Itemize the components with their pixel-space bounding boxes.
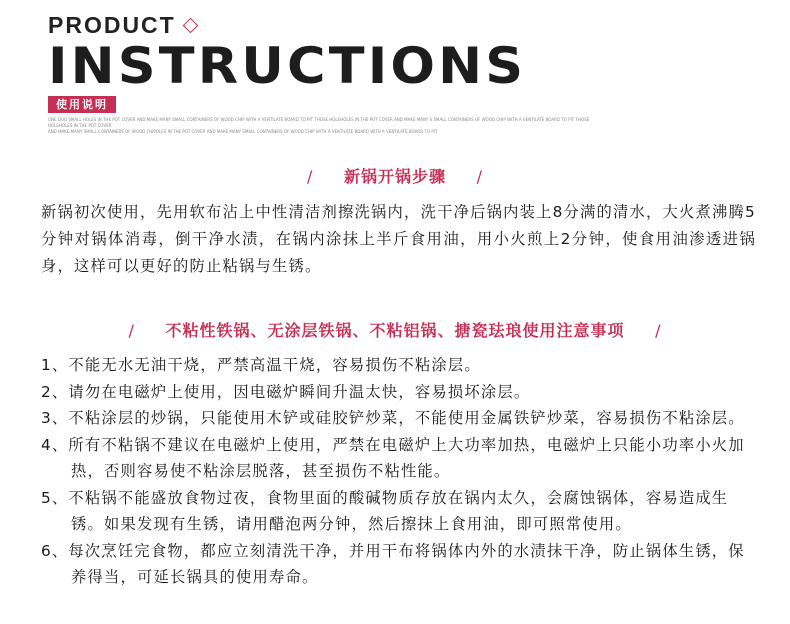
diamond-icon	[182, 17, 198, 33]
slash-right: /	[655, 321, 662, 340]
slash-left: /	[128, 321, 135, 340]
slash-right: /	[476, 167, 483, 186]
section2-title-row	[0, 318, 790, 341]
precaution-list	[41, 352, 761, 591]
usage-badge: 使用说明	[48, 96, 116, 113]
instructions-heading: INSTRUCTIONS	[48, 37, 527, 95]
list-item: 4、所有不粘锅不建议在电磁炉上使用，严禁在电磁炉上大功率加热，电磁炉上只能小功率小火加热，否则容易使不粘涂层脱落，甚至损伤不粘性能。	[41, 435, 745, 480]
section1-title: 新锅开锅步骤	[343, 167, 446, 186]
section2-title: 不粘性铁锅、无涂层铁锅、不粘铝锅、搪瓷珐琅使用注意事项	[165, 321, 625, 340]
list-item: 1、不能无水无油干烧，严禁高温干烧，容易损伤不粘涂层。	[41, 356, 481, 374]
fine-print-1: ONE DUO SMALL HOLES IN THE POT COVER AND MAKE MANY SMALL CONTAINERS OF WOOD CHIP WITH A VENTILATE BOARD TO PIT THOSE HOLEHOLES IN THE POT COVER AND MAKE MANY S SMALL CONTAINERS OF WOOD CHIP WITH A VENTILATE BOARD TO PIT THOSE HOLEHOLES IN THE POT COVER	[48, 117, 590, 128]
list-item: 6、每次烹饪完食物，都应立刻清洗干净，并用干布将锅体内外的水渍抹干净，防止锅体生锈，保养得当，可延长锅具的使用寿命。	[41, 541, 745, 586]
product-heading	[48, 12, 768, 38]
slash-left: /	[307, 167, 314, 186]
list-item: 3、不粘涂层的炒锅，只能使用木铲或硅胶铲炒菜，不能使用金属铁铲炒菜，容易损伤不粘涂层。	[41, 409, 745, 427]
section1-body: 新锅初次使用，先用软布沾上中性清洁剂擦洗锅内，洗干净后锅内装上8分满的清水，大火煮沸腾5分钟对锅体消毒，倒干净水渍，在锅内涂抹上半斤食用油，用小火煎上2分钟，使食用油渗透进锅身，这样可以更好的防止粘锅与生锈。	[41, 203, 756, 275]
header	[48, 12, 768, 135]
list-item: 5、不粘锅不能盛放食物过夜，食物里面的酸碱物质存放在锅内太久，会腐蚀锅体，容易造成生锈。如果发现有生锈，请用醋泡两分钟，然后擦抹上食用油，即可照常使用。	[41, 488, 729, 533]
fine-print-2: AND MAKE MANY SMALL CONTAINERS OF WOOD CHIPOLES IN THE POT COVER AND MAKE MANY SMALL CONTAINERS OF WOOD CHIP WITH A VENTILATE BOARD WITH A VENTILATE BOARD TO PIT	[48, 129, 438, 134]
section1-title-row	[0, 164, 790, 187]
product-label: PRODUCT	[48, 12, 176, 38]
list-item: 2、请勿在电磁炉上使用，因电磁炉瞬间升温太快，容易损坏涂层。	[41, 382, 531, 401]
